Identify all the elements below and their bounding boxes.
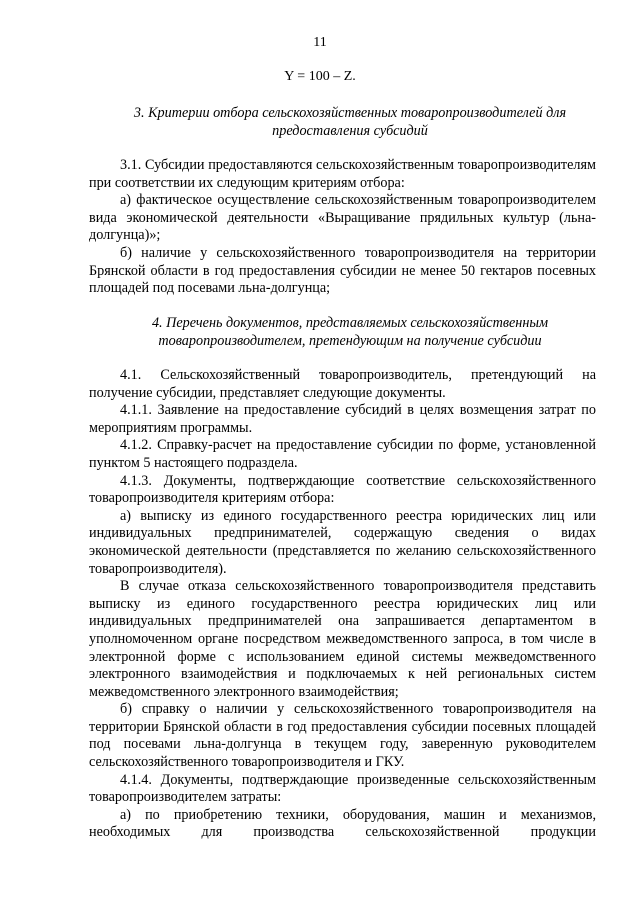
paragraph-refusal: В случае отказа сельскохозяйственного товаропроизводителя представить выписку из единого государственного реестра юридических лиц или индивидуальных предпринимателей она запрашивается департаментом в уполномоченном органе посредством межведомственного запроса, в том числе в электронной форме с использованием единой системы межведомственного электронного взаимодействия и подключаемых к ней региональных систем межведомственного электронного взаимодействия;: [89, 578, 596, 700]
section-4-heading: 4. Перечень документов, представляемых сельскохозяйственным товаропроизводителем, претендующим на получение субсидии: [151, 315, 549, 349]
paragraph-4-1-3-a: а) выписку из единого государственного реестра юридических лиц или индивидуальных предпринимателей, содержащую сведения о видах экономической деятельности (представляется по желанию сельскохозяйственного товаропроизводителя).: [89, 507, 596, 577]
paragraph-4-1-1: 4.1.1. Заявление на предоставление субсидий в целях возмещения затрат по мероприятиям программы.: [89, 402, 596, 436]
page-number: 11: [313, 35, 327, 50]
paragraph-4-1-3: 4.1.3. Документы, подтверждающие соответствие сельскохозяйственного товаропроизводителя критериям отбора:: [89, 472, 596, 507]
section-3-body: [89, 157, 596, 298]
formula: Y = 100 – Z.: [284, 69, 356, 84]
paragraph-3-1-a: а) фактическое осуществление сельскохозяйственным товаропроизводителем вида экономической деятельности «Выращивание прядильных культур (льна-долгунца)»;: [89, 192, 596, 244]
paragraph-4-1-3-b: б) справку о наличии у сельскохозяйственного товаропроизводителя на территории Брянской области в год предоставления субсидии посевных площадей под посевами льна-долгунца в текущем году, заверенную руководителем сельскохозяйственного товаропроизводителя и ГКУ.: [89, 701, 596, 771]
paragraph-4-1-2: 4.1.2. Справку-расчет на предоставление субсидии по форме, установленной пунктом 5 настоящего подраздела.: [89, 437, 596, 471]
paragraph-4-1-4: 4.1.4. Документы, подтверждающие произведенные сельскохозяйственным товаропроизводителем затраты:: [89, 771, 596, 806]
paragraph-3-1-b: б) наличие у сельскохозяйственного товаропроизводителя на территории Брянской области в год предоставления субсидии не менее 50 гектаров посевных площадей под посевами льна-долгунца;: [89, 244, 596, 297]
paragraph-4-1-4-a: а) по приобретению техники, оборудования, машин и механизмов, необходимых для производства сельскохозяйственной продукции: [89, 806, 596, 841]
section-4-body: [89, 367, 596, 842]
section-3-heading: 3. Критерии отбора сельскохозяйственных товаропроизводителей для предоставления субсидий: [133, 105, 567, 139]
paragraph-3-1: 3.1. Субсидии предоставляются сельскохозяйственным товаропроизводителям при соответствии их следующим критериям отбора:: [89, 157, 596, 191]
paragraph-4-1: 4.1. Сельскохозяйственный товаропроизводитель, претендующий на получение субсидии, представляет следующие документы.: [89, 367, 596, 401]
